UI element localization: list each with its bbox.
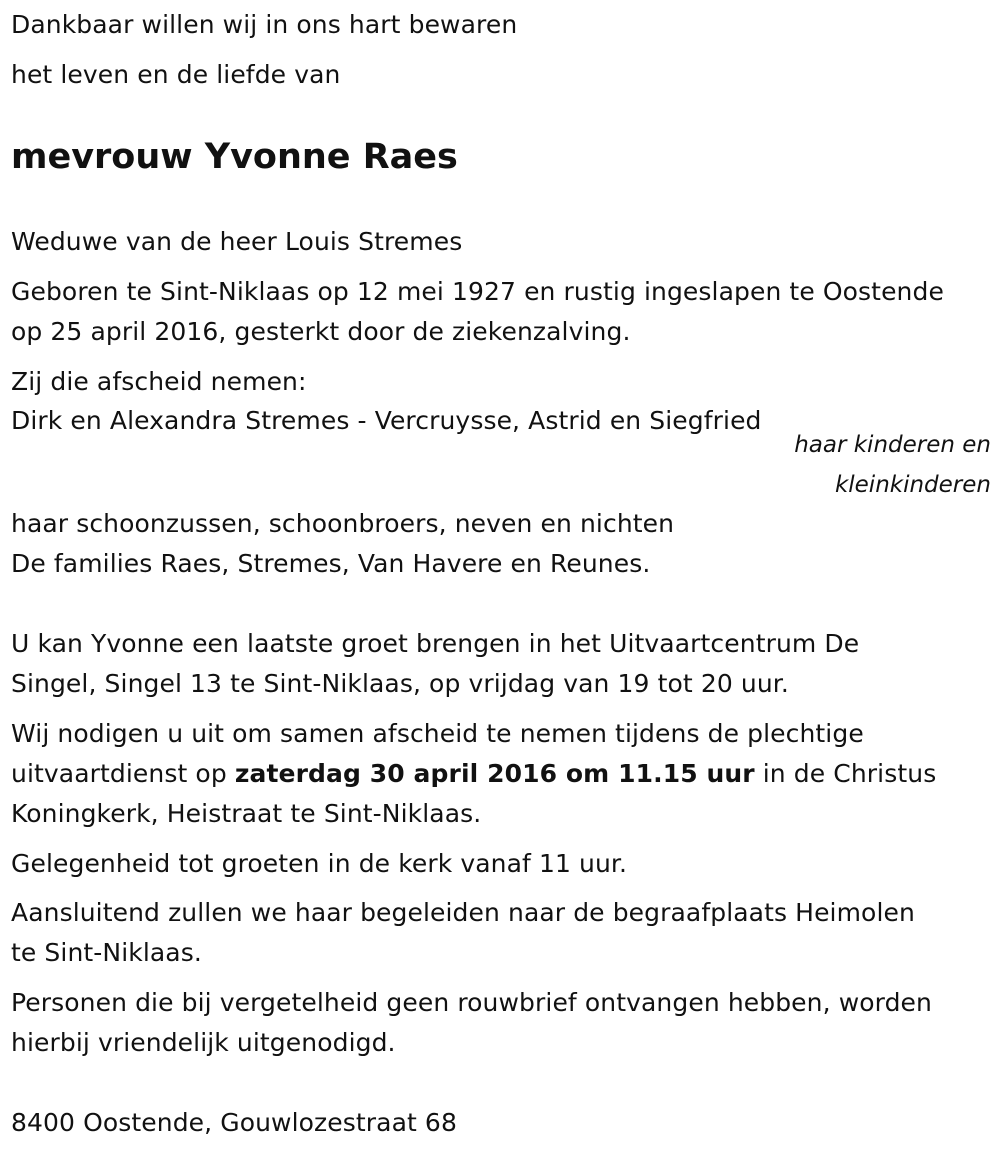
birth-line-1: Geboren te Sint-Niklaas op 12 mei 1927 en rustig ingeslapen te Oostende bbox=[11, 277, 944, 306]
deceased-name: mevrouw Yvonne Raes bbox=[11, 137, 458, 177]
address: 8400 Oostende, Gouwlozestraat 68 bbox=[11, 1108, 457, 1137]
mourners-heading: Zij die afscheid nemen: bbox=[11, 367, 307, 396]
mourners-families: De families Raes, Stremes, Van Havere en Reunes. bbox=[11, 549, 651, 578]
visitation-line-1: U kan Yvonne een laatste groet brengen in het Uitvaartcentrum De bbox=[11, 629, 860, 658]
service-line-1: Wij nodigen u uit om samen afscheid te nemen tijdens de plechtige bbox=[11, 719, 864, 748]
burial-line-2: te Sint-Niklaas. bbox=[11, 938, 202, 967]
service-suffix: in de Christus bbox=[754, 759, 937, 788]
mourners-children: Dirk en Alexandra Stremes - Vercruysse, Astrid en Siegfried bbox=[11, 406, 762, 435]
service-prefix: uitvaartdienst op bbox=[11, 759, 235, 788]
children-relation-2: kleinkinderen bbox=[834, 472, 991, 498]
service-line-2 bbox=[11, 754, 936, 794]
service-line-3: Koningkerk, Heistraat te Sint-Niklaas. bbox=[11, 799, 482, 828]
visitation-line-2: Singel, Singel 13 te Sint-Niklaas, op vrijdag van 19 tot 20 uur. bbox=[11, 669, 789, 698]
service-date: zaterdag 30 april 2016 om 11.15 uur bbox=[234, 759, 755, 788]
intro-line-2: het leven en de liefde van bbox=[11, 60, 341, 89]
intro-line-1: Dankbaar willen wij in ons hart bewaren bbox=[11, 10, 518, 39]
greeting: Gelegenheid tot groeten in de kerk vanaf 11 uur. bbox=[11, 849, 628, 878]
birth-line-2: op 25 april 2016, gesterkt door de ziekenzalving. bbox=[11, 317, 631, 346]
invitation-line-1: Personen die bij vergetelheid geen rouwbrief ontvangen hebben, worden bbox=[11, 988, 932, 1017]
children-relation-1: haar kinderen en bbox=[794, 432, 991, 458]
invitation-line-2: hierbij vriendelijk uitgenodigd. bbox=[11, 1028, 396, 1057]
mourners-in-laws: haar schoonzussen, schoonbroers, neven en nichten bbox=[11, 509, 675, 538]
widow-of: Weduwe van de heer Louis Stremes bbox=[11, 227, 463, 256]
burial-line-1: Aansluitend zullen we haar begeleiden naar de begraafplaats Heimolen bbox=[11, 898, 915, 927]
